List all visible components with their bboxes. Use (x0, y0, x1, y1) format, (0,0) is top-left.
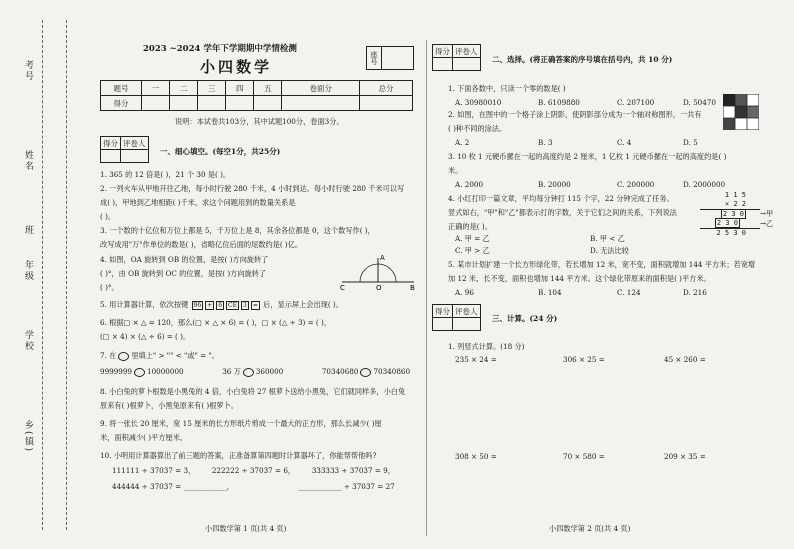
jia-text: 甲 (766, 209, 774, 218)
exam-title: 2023 ~2024 学年下学期期中学情检测 (143, 44, 297, 54)
compare-right: 10000000 (147, 367, 184, 376)
q2-line: 2. 一列火车从甲地开往乙地，每小时行驶 280 千米，4 小时到达。每小时行驶 280 千米可以写 (100, 184, 405, 193)
score-header: 题号 (101, 81, 142, 96)
score-cell[interactable] (226, 96, 254, 111)
footer-right: 小四数学第 2 页(共 4 页) (549, 524, 631, 533)
label-o: O (376, 284, 382, 290)
option: C. 124 (617, 288, 641, 297)
seat-number-box[interactable] (366, 46, 414, 70)
option: D. 无法比较 (590, 246, 629, 255)
score-cell[interactable] (198, 96, 226, 111)
shaded-cell (723, 118, 735, 130)
compare-circle[interactable] (243, 368, 254, 377)
compare-right: 70340860 (373, 367, 411, 376)
score-header: 总分 (360, 81, 413, 96)
binding-label-exam-number: 考号 (23, 60, 33, 82)
s2-q4: 4. 小红打印一篇文章，平均每分钟打 115 个字，22 分钟完成了任务。 (448, 194, 674, 203)
score-cell[interactable] (170, 96, 198, 111)
grader-reviewer-label: 评卷人 (453, 45, 481, 58)
shaded-cell (735, 106, 747, 118)
section3-title: 三、计算。(24 分) (492, 314, 558, 323)
q7-suffix: 里填上" > "" < "或" = "。 (131, 351, 219, 360)
q8-line: 8. 小白兔的萝卜根数是小黑兔的 4 倍，小白兔将 27 根萝卜送给小黑兔，它们就同样多，小白兔 (100, 387, 406, 396)
q3-line: 改写成用"万"作单位的数是( )，省略亿位后面的尾数约是( )亿。 (100, 240, 303, 249)
rotation-figure (338, 252, 418, 290)
q10-row1 (112, 466, 395, 475)
label-c: C (340, 284, 345, 290)
score-cell[interactable] (254, 96, 282, 111)
calc-key: CE (228, 302, 237, 309)
option: C. 甲 > 乙 (455, 246, 490, 255)
q6-line: (□ × 4) × (△ ÷ 6) = ( )。 (100, 332, 191, 341)
s2-q1: 1. 下面各数中，只读一个零的数是( ) (448, 84, 566, 93)
score-header: 五 (254, 81, 282, 96)
compare-left: 36 万 (222, 367, 241, 376)
q4-line: ( )°。 (100, 283, 119, 292)
q10-line: 10. 小明用计算器算出了前三题的答案，正准备算第四题时计算器坏了，你能帮帮他吗? (100, 451, 377, 460)
exam-note: 说明：本试卷共103分，其中试题100分，卷面3分。 (175, 117, 344, 126)
q2-line: 成( )，甲地到乙地相距( )千米，求这个问题用到的数量关系是 (100, 198, 296, 207)
binding-label-town: 乡(镇) (23, 420, 33, 454)
score-table (100, 80, 413, 111)
binding-label-class: 班 (23, 225, 33, 236)
q7-prefix: 7. 在 (100, 351, 117, 360)
calc-problem: 209 × 35 = (664, 452, 706, 461)
calc-problem: 308 × 50 = (455, 452, 497, 461)
grader-cell[interactable] (453, 318, 481, 331)
score-header: 四 (226, 81, 254, 96)
score-header: 三 (198, 81, 226, 96)
option: B. 3 (538, 138, 553, 147)
s2-q4: 正确的是( )。 (448, 222, 492, 231)
option: A. 甲 = 乙 (455, 234, 490, 243)
option: A. 2 (455, 138, 470, 147)
q6-line: 6. 根据□ × △ = 120，那么(□ × △ × 6) = ( )，□ × (△ ÷ 3) = ( )， (100, 318, 332, 327)
q10-eq: ____________ ÷ 37037 = 27 (298, 482, 395, 491)
score-cell[interactable] (142, 96, 170, 111)
calc-line: 1 1 5 (724, 191, 746, 199)
grader-box (432, 44, 481, 71)
page-divider (426, 40, 427, 536)
s2-q5: 加 12 米，长不变，面积也增加 144 平方米。这个绿化带原来的面积是( )平方米。 (448, 274, 711, 283)
q2-line: ( )。 (100, 212, 116, 221)
q10-eq: 444444 ÷ 37037 = ____________， (112, 482, 234, 491)
s2-q3: 3. 10 枚 1 元硬币摞在一起的高度约是 2 厘米，1 亿枚 1 元硬币摞在一起的高度约是( ) (448, 152, 727, 161)
q10-row2 (112, 482, 395, 491)
q7-compare-row (100, 367, 410, 377)
grader-box (432, 304, 481, 331)
calc-key: = (252, 302, 258, 309)
binding-line (42, 20, 43, 530)
option: D. 50470 (683, 98, 716, 107)
compare-circle[interactable] (134, 368, 145, 377)
label-jia: →甲 (760, 209, 774, 218)
footer-left: 小四数学第 1 页(共 4 页) (205, 524, 287, 533)
option: D. 2000000 (683, 180, 726, 189)
grader-cell[interactable] (433, 318, 453, 331)
grader-reviewer-label: 评卷人 (453, 305, 481, 318)
q3-line: 3. 一个数的十亿位和万位上都是 5，千万位上是 8，其余各位都是 0，这个数写作( )， (100, 226, 375, 235)
option: B. 6109880 (538, 98, 580, 107)
calc-key: 96 (193, 302, 202, 309)
q10-eq: 222222 ÷ 37037 = 6， (211, 466, 296, 475)
compare-circle[interactable] (118, 352, 129, 361)
q5-line (100, 300, 343, 310)
s3-sub1: 1. 列竖式计算。(18 分) (448, 342, 525, 351)
s2-q3: 米。 (448, 166, 463, 175)
grader-score-label: 得分 (433, 45, 453, 58)
q4-line: 4. 如图，OA 旋转到 OB 的位置，是按( )方向旋转了 (100, 255, 269, 264)
grader-score-label: 得分 (101, 137, 121, 150)
vertical-multiplication (700, 191, 760, 238)
score-header: 卷面分 (282, 81, 360, 96)
q9-line: 9. 将一张长 20 厘米，宽 15 厘米的长方形纸片剪成一个最大的正方形，那么长减少( )厘 (100, 419, 382, 428)
label-b: B (410, 284, 415, 290)
s2-q2: 2. 如图，在图中的一个格子涂上阴影，使阴影部分成为一个轴对称图形，一共有 (448, 110, 702, 119)
s2-q4: 竖式如右，"甲"和"乙"都表示打的字数，关于它们之间的关系，下列说法 (448, 208, 677, 217)
calc-key: + (207, 302, 213, 309)
grader-cell[interactable] (453, 58, 481, 71)
q8-line: 原来有( )根萝卜，小黑兔原来有( )根萝卜。 (100, 401, 238, 410)
grader-score-label: 得分 (433, 305, 453, 318)
calc-line: 2 5 3 0 (700, 228, 760, 238)
binding-label-name: 姓名 (23, 150, 33, 172)
score-cell[interactable] (360, 96, 413, 111)
grader-cell[interactable] (101, 150, 121, 163)
calc-problem: 45 × 260 = (664, 355, 706, 364)
compare-right: 360000 (255, 367, 284, 376)
calc-key: 3 (243, 302, 247, 309)
score-cell[interactable] (282, 96, 360, 111)
section2-title: 二、选择。(将正确答案的序号填在括号内，共 10 分) (492, 55, 673, 64)
option: C. 200000 (617, 180, 655, 189)
option: C. 4 (617, 138, 632, 147)
q4-line: ( )°，由 OB 旋转到 OC 的位置，是按( )方向旋转了 (100, 269, 267, 278)
binding-label-school: 学校 (23, 330, 33, 352)
q1-fill: 1. 365 的 12 倍是( )，21 个 30 是( )。 (100, 170, 231, 179)
option: A. 30980010 (455, 98, 502, 107)
label-a: A (380, 254, 385, 262)
calc-key: 6 (218, 302, 223, 309)
q5-suffix: 后，显示屏上会出现( )。 (263, 300, 343, 309)
section1-title: 一、细心填空。(每空1分，共25分) (160, 147, 281, 156)
q5-prefix: 5. 用计算器计算，依次按键 (100, 300, 189, 309)
option: D. 216 (683, 288, 707, 297)
option: C. 207100 (617, 98, 655, 107)
shaded-cell (747, 106, 759, 118)
q7-line (100, 351, 219, 361)
shaded-cell (723, 94, 735, 106)
calc-problem: 235 × 24 = (455, 355, 497, 364)
subject-title: 小四数学 (200, 58, 273, 76)
calc-problem: 70 × 580 = (563, 452, 605, 461)
compare-left: 9999999 (100, 367, 133, 376)
shading-grid-figure (723, 94, 759, 130)
grader-box (100, 136, 149, 163)
binding-label-grade: 年级 (23, 260, 33, 282)
calc-line-jia: 2 3 0 (722, 210, 744, 218)
yi-text: 乙 (766, 219, 774, 228)
s2-q5: 5. 某市计划扩建一个长方形绿化带，若长增加 12 米，宽不变，面积就增加 144 平方米；若宽增 (448, 260, 756, 269)
option: B. 20000 (538, 180, 571, 189)
grader-cell[interactable] (121, 150, 149, 163)
compare-left: 70340680 (321, 367, 359, 376)
calc-problem: 306 × 25 = (563, 355, 605, 364)
binding-line (66, 20, 67, 530)
seat-label: 座号 (367, 47, 382, 69)
option: B. 甲 < 乙 (590, 234, 625, 243)
option: A. 2000 (455, 180, 484, 189)
grader-cell[interactable] (433, 58, 453, 71)
calc-line: × 2 2 (700, 200, 760, 210)
label-yi: →乙 (760, 219, 774, 228)
compare-circle[interactable] (360, 368, 371, 377)
calc-line-yi: 2 3 0 (716, 219, 738, 227)
score-row-label: 得分 (101, 96, 142, 111)
option: A. 96 (455, 288, 474, 297)
q10-eq: 111111 ÷ 37037 = 3， (112, 466, 196, 475)
s2-q2: ( )种不同的涂法。 (448, 124, 507, 133)
q10-eq: 333333 ÷ 37037 = 9， (311, 466, 395, 475)
q9-line: 米，面积减少( )平方厘米。 (100, 433, 187, 442)
binding-strip (0, 0, 74, 549)
score-header: 一 (142, 81, 170, 96)
score-header: 二 (170, 81, 198, 96)
option: B. 104 (538, 288, 562, 297)
option: D. 5 (683, 138, 698, 147)
grader-reviewer-label: 评卷人 (121, 137, 149, 150)
shaded-cell (735, 94, 747, 106)
